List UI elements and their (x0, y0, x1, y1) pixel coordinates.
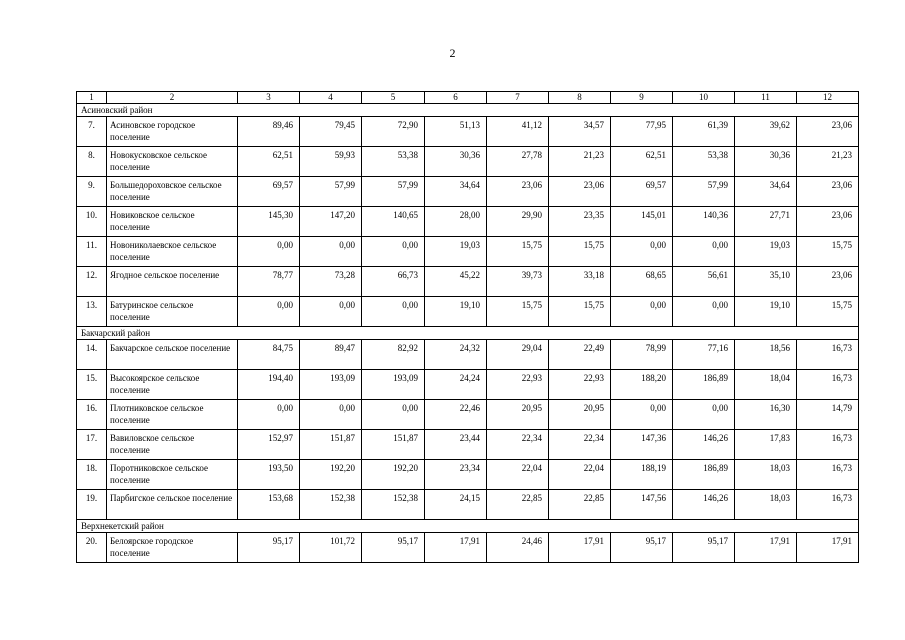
table-row (77, 490, 859, 520)
district-title: Верхнекетский район (77, 520, 859, 533)
value-cell: 22,93 (487, 370, 549, 400)
value-cell: 34,57 (549, 117, 611, 147)
value-cell: 0,00 (362, 400, 425, 430)
value-cell: 22,93 (549, 370, 611, 400)
table-body (77, 92, 859, 563)
value-cell: 18,03 (735, 490, 797, 520)
value-cell: 101,72 (300, 533, 362, 563)
settlement-name: Новиковское сельское поселение (107, 207, 238, 237)
value-cell: 188,19 (611, 460, 673, 490)
value-cell: 28,00 (425, 207, 487, 237)
value-cell: 24,32 (425, 340, 487, 370)
row-number: 8. (77, 147, 107, 177)
table-row (77, 370, 859, 400)
value-cell: 21,23 (549, 147, 611, 177)
column-header: 7 (487, 92, 549, 104)
value-cell: 22,34 (487, 430, 549, 460)
value-cell: 16,73 (797, 370, 859, 400)
value-cell: 15,75 (797, 237, 859, 267)
value-cell: 0,00 (300, 297, 362, 327)
value-cell: 22,49 (549, 340, 611, 370)
value-cell: 186,89 (673, 460, 735, 490)
value-cell: 0,00 (300, 400, 362, 430)
value-cell: 22,85 (487, 490, 549, 520)
value-cell: 23,34 (425, 460, 487, 490)
value-cell: 17,91 (797, 533, 859, 563)
value-cell: 152,38 (362, 490, 425, 520)
value-cell: 39,62 (735, 117, 797, 147)
value-cell: 30,36 (425, 147, 487, 177)
value-cell: 34,64 (735, 177, 797, 207)
value-cell: 19,03 (425, 237, 487, 267)
value-cell: 73,28 (300, 267, 362, 297)
row-number: 12. (77, 267, 107, 297)
value-cell: 34,64 (425, 177, 487, 207)
value-cell: 146,26 (673, 490, 735, 520)
value-cell: 23,06 (487, 177, 549, 207)
value-cell: 19,10 (735, 297, 797, 327)
value-cell: 17,91 (549, 533, 611, 563)
value-cell: 24,15 (425, 490, 487, 520)
settlement-name: Бакчарское сельское поселение (107, 340, 238, 370)
value-cell: 23,06 (549, 177, 611, 207)
value-cell: 66,73 (362, 267, 425, 297)
table-row (77, 297, 859, 327)
row-number: 14. (77, 340, 107, 370)
column-header: 2 (107, 92, 238, 104)
settlement-name: Асиновское городское поселение (107, 117, 238, 147)
column-header: 9 (611, 92, 673, 104)
column-header: 11 (735, 92, 797, 104)
row-number: 15. (77, 370, 107, 400)
value-cell: 17,91 (425, 533, 487, 563)
value-cell: 193,50 (238, 460, 300, 490)
value-cell: 89,46 (238, 117, 300, 147)
value-cell: 27,78 (487, 147, 549, 177)
settlement-name: Вавиловское сельское поселение (107, 430, 238, 460)
value-cell: 0,00 (238, 400, 300, 430)
settlement-name: Большедороховское сельское поселение (107, 177, 238, 207)
value-cell: 29,90 (487, 207, 549, 237)
row-number: 7. (77, 117, 107, 147)
table-row (77, 177, 859, 207)
row-number: 17. (77, 430, 107, 460)
value-cell: 33,18 (549, 267, 611, 297)
value-cell: 151,87 (300, 430, 362, 460)
district-row (77, 104, 859, 117)
table-header-row (77, 92, 859, 104)
value-cell: 23,06 (797, 177, 859, 207)
value-cell: 145,01 (611, 207, 673, 237)
value-cell: 62,51 (611, 147, 673, 177)
table-row (77, 237, 859, 267)
value-cell: 188,20 (611, 370, 673, 400)
row-number: 13. (77, 297, 107, 327)
value-cell: 35,10 (735, 267, 797, 297)
value-cell: 51,13 (425, 117, 487, 147)
settlement-name: Белоярское городское поселение (107, 533, 238, 563)
value-cell: 18,03 (735, 460, 797, 490)
value-cell: 194,40 (238, 370, 300, 400)
value-cell: 24,46 (487, 533, 549, 563)
table-row (77, 460, 859, 490)
value-cell: 0,00 (611, 400, 673, 430)
value-cell: 16,73 (797, 430, 859, 460)
settlement-name: Поротниковское сельское поселение (107, 460, 238, 490)
value-cell: 193,09 (362, 370, 425, 400)
value-cell: 79,45 (300, 117, 362, 147)
value-cell: 14,79 (797, 400, 859, 430)
row-number: 18. (77, 460, 107, 490)
settlement-name: Высокоярское сельское поселение (107, 370, 238, 400)
settlement-name: Батуринское сельское поселение (107, 297, 238, 327)
value-cell: 152,38 (300, 490, 362, 520)
value-cell: 95,17 (362, 533, 425, 563)
value-cell: 140,65 (362, 207, 425, 237)
value-cell: 23,44 (425, 430, 487, 460)
value-cell: 77,16 (673, 340, 735, 370)
value-cell: 78,77 (238, 267, 300, 297)
value-cell: 57,99 (362, 177, 425, 207)
value-cell: 23,06 (797, 207, 859, 237)
settlement-name: Новониколаевское сельское поселение (107, 237, 238, 267)
value-cell: 89,47 (300, 340, 362, 370)
value-cell: 24,24 (425, 370, 487, 400)
value-cell: 30,36 (735, 147, 797, 177)
value-cell: 153,68 (238, 490, 300, 520)
settlement-name: Плотниковское сельское поселение (107, 400, 238, 430)
value-cell: 22,46 (425, 400, 487, 430)
value-cell: 19,10 (425, 297, 487, 327)
value-cell: 18,56 (735, 340, 797, 370)
value-cell: 22,04 (487, 460, 549, 490)
value-cell: 23,35 (549, 207, 611, 237)
value-cell: 192,20 (300, 460, 362, 490)
value-cell: 15,75 (549, 297, 611, 327)
value-cell: 0,00 (238, 237, 300, 267)
value-cell: 0,00 (611, 297, 673, 327)
value-cell: 62,51 (238, 147, 300, 177)
value-cell: 146,26 (673, 430, 735, 460)
column-header: 8 (549, 92, 611, 104)
value-cell: 95,17 (238, 533, 300, 563)
district-title: Бакчарский район (77, 327, 859, 340)
table-row (77, 117, 859, 147)
value-cell: 29,04 (487, 340, 549, 370)
district-title: Асиновский район (77, 104, 859, 117)
value-cell: 95,17 (673, 533, 735, 563)
value-cell: 15,75 (487, 297, 549, 327)
value-cell: 15,75 (549, 237, 611, 267)
column-header: 6 (425, 92, 487, 104)
value-cell: 147,20 (300, 207, 362, 237)
value-cell: 16,30 (735, 400, 797, 430)
table-row (77, 340, 859, 370)
page-number: 2 (449, 46, 456, 60)
value-cell: 22,85 (549, 490, 611, 520)
table-row (77, 400, 859, 430)
value-cell: 95,17 (611, 533, 673, 563)
value-cell: 0,00 (362, 297, 425, 327)
value-cell: 23,06 (797, 267, 859, 297)
row-number: 20. (77, 533, 107, 563)
data-table (76, 91, 859, 563)
value-cell: 16,73 (797, 490, 859, 520)
value-cell: 39,73 (487, 267, 549, 297)
value-cell: 0,00 (673, 297, 735, 327)
value-cell: 84,75 (238, 340, 300, 370)
row-number: 10. (77, 207, 107, 237)
table-row (77, 207, 859, 237)
column-header: 10 (673, 92, 735, 104)
value-cell: 20,95 (487, 400, 549, 430)
value-cell: 56,61 (673, 267, 735, 297)
value-cell: 22,34 (549, 430, 611, 460)
table-row (77, 430, 859, 460)
value-cell: 147,36 (611, 430, 673, 460)
value-cell: 16,73 (797, 340, 859, 370)
value-cell: 18,04 (735, 370, 797, 400)
row-number: 19. (77, 490, 107, 520)
value-cell: 82,92 (362, 340, 425, 370)
column-header: 4 (300, 92, 362, 104)
value-cell: 145,30 (238, 207, 300, 237)
row-number: 11. (77, 237, 107, 267)
value-cell: 192,20 (362, 460, 425, 490)
settlement-name: Новокусковское сельское поселение (107, 147, 238, 177)
value-cell: 17,91 (735, 533, 797, 563)
value-cell: 16,73 (797, 460, 859, 490)
value-cell: 53,38 (362, 147, 425, 177)
value-cell: 45,22 (425, 267, 487, 297)
row-number: 9. (77, 177, 107, 207)
value-cell: 0,00 (673, 400, 735, 430)
value-cell: 69,57 (611, 177, 673, 207)
table-row (77, 267, 859, 297)
table-row (77, 147, 859, 177)
value-cell: 72,90 (362, 117, 425, 147)
district-row (77, 327, 859, 340)
value-cell: 27,71 (735, 207, 797, 237)
column-header: 12 (797, 92, 859, 104)
district-row (77, 520, 859, 533)
value-cell: 20,95 (549, 400, 611, 430)
value-cell: 186,89 (673, 370, 735, 400)
value-cell: 23,06 (797, 117, 859, 147)
column-header: 3 (238, 92, 300, 104)
value-cell: 17,83 (735, 430, 797, 460)
value-cell: 152,97 (238, 430, 300, 460)
value-cell: 0,00 (673, 237, 735, 267)
value-cell: 57,99 (673, 177, 735, 207)
value-cell: 193,09 (300, 370, 362, 400)
value-cell: 147,56 (611, 490, 673, 520)
table-row (77, 533, 859, 563)
value-cell: 15,75 (797, 297, 859, 327)
value-cell: 21,23 (797, 147, 859, 177)
column-header: 5 (362, 92, 425, 104)
value-cell: 22,04 (549, 460, 611, 490)
value-cell: 15,75 (487, 237, 549, 267)
value-cell: 77,95 (611, 117, 673, 147)
value-cell: 0,00 (611, 237, 673, 267)
value-cell: 0,00 (300, 237, 362, 267)
value-cell: 41,12 (487, 117, 549, 147)
value-cell: 69,57 (238, 177, 300, 207)
value-cell: 61,39 (673, 117, 735, 147)
row-number: 16. (77, 400, 107, 430)
value-cell: 151,87 (362, 430, 425, 460)
value-cell: 19,03 (735, 237, 797, 267)
value-cell: 0,00 (362, 237, 425, 267)
value-cell: 68,65 (611, 267, 673, 297)
value-cell: 0,00 (238, 297, 300, 327)
settlement-name: Ягодное сельское поселение (107, 267, 238, 297)
settlement-name: Парбигское сельское поселение (107, 490, 238, 520)
value-cell: 57,99 (300, 177, 362, 207)
value-cell: 78,99 (611, 340, 673, 370)
column-header: 1 (77, 92, 107, 104)
value-cell: 140,36 (673, 207, 735, 237)
value-cell: 53,38 (673, 147, 735, 177)
value-cell: 59,93 (300, 147, 362, 177)
